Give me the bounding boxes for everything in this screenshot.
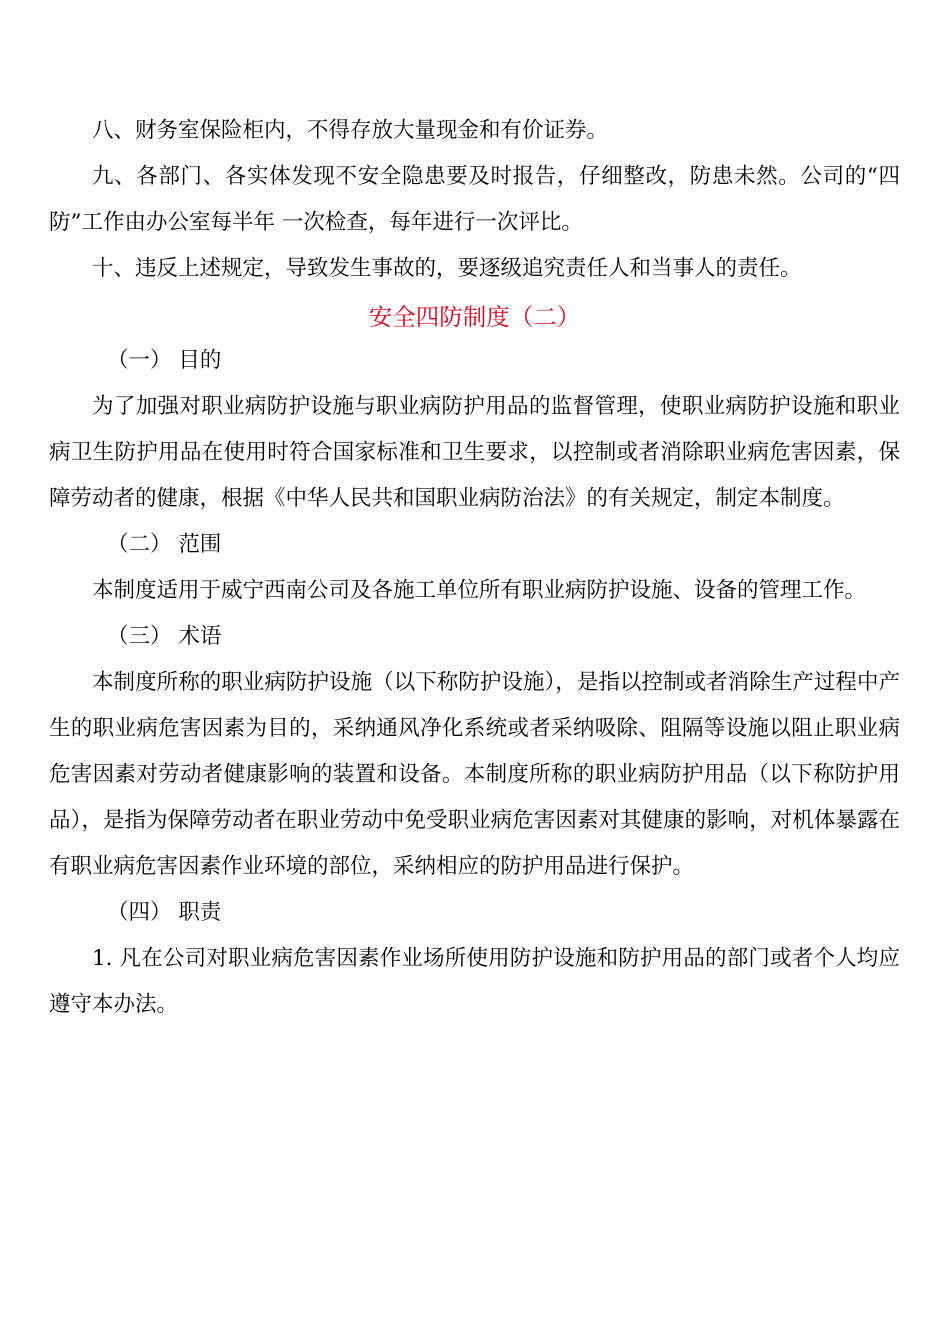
paragraph-item-9: 九、各部门、各实体发现不安全隐患要及时报告，仔细整改，防患未然。公司的“四防”工作由办公室每半年 一次检查，每年进行一次评比。 bbox=[49, 164, 900, 235]
section-heading-purpose: （一） 目的 bbox=[107, 348, 222, 373]
section-heading-terms: （三） 术语 bbox=[107, 624, 222, 649]
document-content bbox=[49, 108, 900, 1028]
section-heading-scope: （二） 范围 bbox=[107, 532, 222, 557]
paragraph-item-10: 十、违反上述规定，导致发生事故的，要逐级追究责任人和当事人的责任。 bbox=[92, 256, 802, 281]
paragraph-item-8: 八、财务室保险柜内，不得存放大量现金和有价证券。 bbox=[92, 118, 609, 143]
section-body-purpose: 为了加强对职业病防护设施与职业病防护用品的监督管理，使职业病防护设施和职业病卫生防护用品在使用时符合国家标准和卫生要求，以控制或者消除职业病危害因素，保障劳动者的健康，根据《中华人民共和国职业病防治法》的有关规定，制定本制度。 bbox=[49, 394, 900, 511]
section-body-duties: 1. 凡在公司对职业病危害因素作业场所使用防护设施和防护用品的部门或者个人均应遵守本办法。 bbox=[49, 946, 900, 1017]
document-title: 安全四防制度（二） bbox=[368, 303, 581, 331]
section-heading-duties: （四） 职责 bbox=[107, 900, 222, 925]
section-body-terms: 本制度所称的职业病防护设施（以下称防护设施），是指以控制或者消除生产过程中产生的职业病危害因素为目的，采纳通风净化系统或者采纳吸除、阻隔等设施以阻止职业病危害因素对劳动者健康影响的装置和设备。本制度所称的职业病防护用品（以下称防护用品），是指为保障劳动者在职业劳动中免受职业病危害因素对其健康的影响，对机体暴露在有职业病危害因素作业环境的部位，采纳相应的防护用品进行保护。 bbox=[49, 670, 900, 879]
section-body-scope: 本制度适用于威宁西南公司及各施工单位所有职业病防护设施、设备的管理工作。 bbox=[92, 578, 867, 603]
